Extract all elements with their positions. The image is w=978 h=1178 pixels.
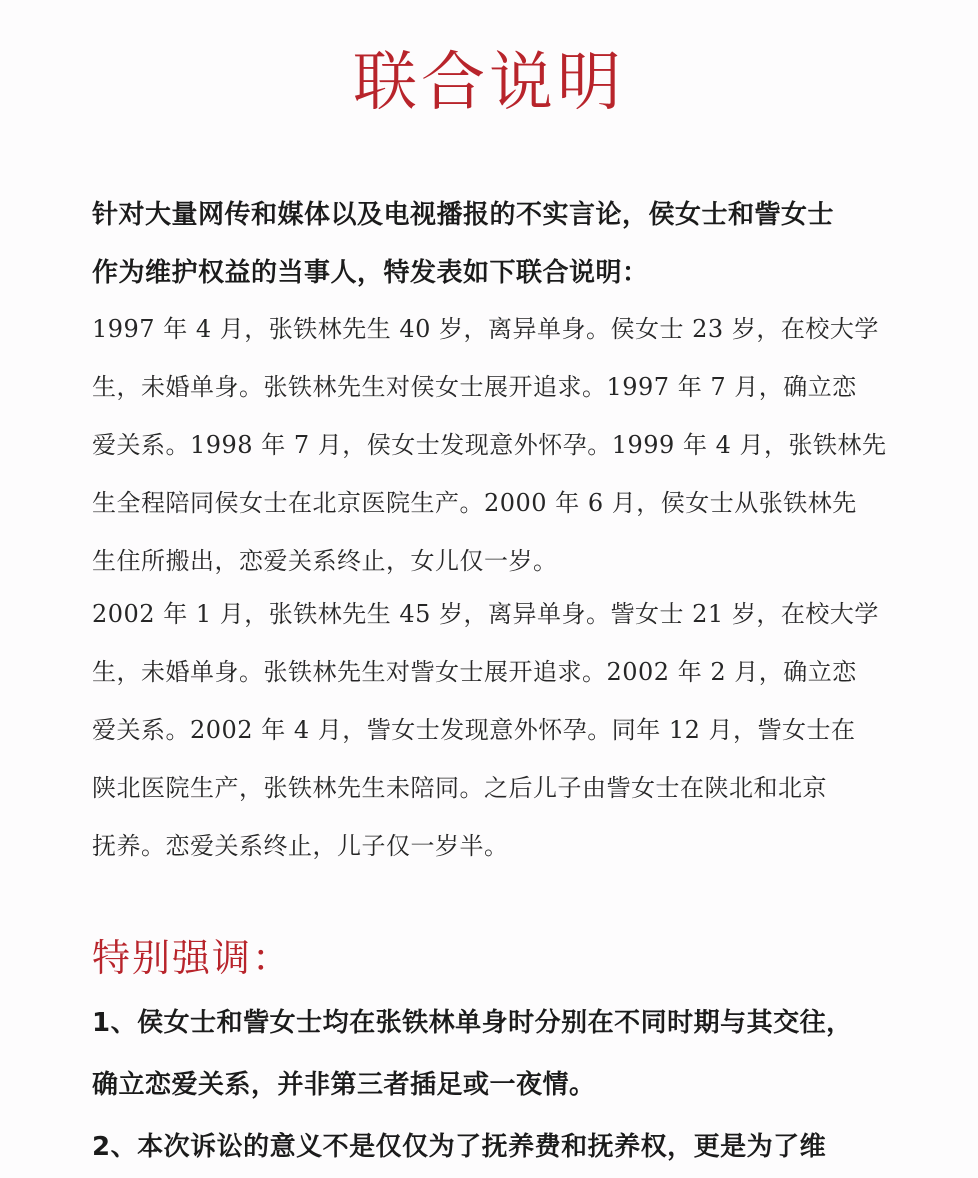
paragraph-hou [92, 300, 887, 590]
paragraph-line: 生全程陪同侯女士在北京医院生产。2000 年 6 月，侯女士从张铁林先 [92, 489, 857, 517]
paragraph-line: 爱关系。2002 年 4 月，訾女士发现意外怀孕。同年 12 月，訾女士在 [92, 716, 856, 744]
intro-line: 作为维护权益的当事人，特发表如下联合说明： [92, 258, 649, 288]
paragraph-line: 爱关系。1998 年 7 月，侯女士发现意外怀孕。1999 年 4 月，张铁林先 [92, 431, 887, 459]
page-title: 联合说明 [353, 46, 625, 120]
intro-line: 针对大量网传和媒体以及电视播报的不实言论，侯女士和訾女士 [92, 200, 835, 230]
paragraph-zi [92, 585, 879, 875]
emphasis-list [92, 992, 892, 1162]
paragraph-line: 陕北医院生产，张铁林先生未陪同。之后儿子由訾女士在陕北和北京 [92, 774, 827, 802]
emphasis-line-partial: 2、本次诉讼的意义不是仅仅为了抚养费和抚养权，更是为了维 [92, 1132, 827, 1162]
paragraph-line: 生，未婚单身。张铁林先生对訾女士展开追求。2002 年 2 月，确立恋 [92, 658, 857, 686]
paragraph-line: 2002 年 1 月，张铁林先生 45 岁，离异单身。訾女士 21 岁，在校大学 [92, 600, 879, 628]
intro-paragraph [92, 186, 872, 302]
paragraph-line: 生，未婚单身。张铁林先生对侯女士展开追求。1997 年 7 月，确立恋 [92, 373, 857, 401]
emphasis-line: 确立恋爱关系，并非第三者插足或一夜情。 [92, 1070, 596, 1100]
emphasis-line: 1、侯女士和訾女士均在张铁林单身时分别在不同时期与其交往， [92, 1008, 853, 1038]
paragraph-line: 抚养。恋爱关系终止，儿子仅一岁半。 [92, 832, 509, 860]
paragraph-line: 1997 年 4 月，张铁林先生 40 岁，离异单身。侯女士 23 岁，在校大学 [92, 315, 879, 343]
paragraph-line: 生住所搬出，恋爱关系终止，女儿仅一岁。 [92, 547, 558, 575]
emphasis-heading: 特别强调： [92, 936, 293, 980]
